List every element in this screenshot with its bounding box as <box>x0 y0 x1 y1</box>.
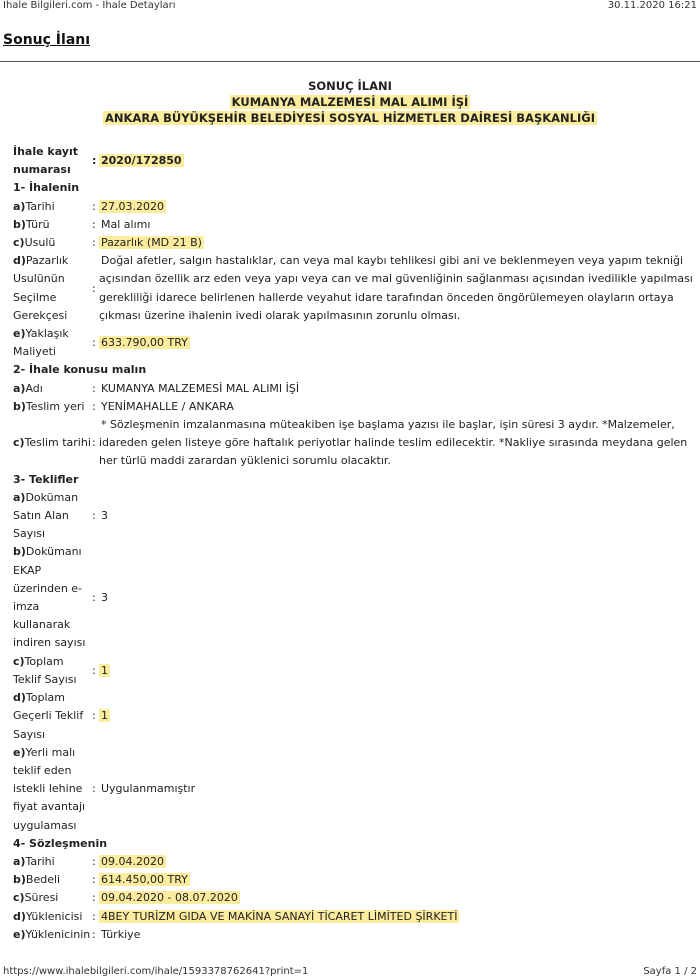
separator: : <box>92 663 96 677</box>
item-letter: b) <box>13 217 26 231</box>
separator: : <box>92 436 96 450</box>
item-letter: c) <box>13 436 25 450</box>
row-pazarlik-gerekcesi <box>13 252 700 325</box>
title-divider <box>0 61 700 62</box>
row-yaklasik-maliyet <box>13 325 700 361</box>
notice-authority: ANKARA BÜYÜKŞEHİR BELEDİYESİ SOSYAL HİZMETLER DAİRESİ BAŞKANLIĞI <box>105 111 595 125</box>
separator: : <box>92 236 96 250</box>
print-footer-url[interactable]: https://www.ihalebilgileri.com/ihale/1593378762641?print=1 <box>3 966 309 977</box>
section-title: 1- İhalenin <box>13 181 80 195</box>
item-letter: a) <box>13 854 26 868</box>
row-label: Türü <box>25 217 50 231</box>
section-teklifler <box>13 471 700 489</box>
row-label: Yüklenicinin <box>25 927 91 941</box>
sozlesme-suresi-value: 09.04.2020 - 08.07.2020 <box>101 891 238 905</box>
item-letter: b) <box>13 399 26 413</box>
toplam-teklif-value: 1 <box>101 663 108 677</box>
separator: : <box>92 873 96 887</box>
teslim-tarihi-value: * Sözleşmenin imzalanmasına müteakiben işe başlama yazısı ile başlar, işin süresi 3 aydır. *Malzemeler, idareden gelen listeye göre haftalık periyotlar halinde teslim edilecektir. *Nakliye sırasında meydana gelen her türlü maddi zarardan yüklenici sorumlu olacaktır. <box>99 418 688 468</box>
pazarlik-gerekcesi-value: Doğal afetler, salgın hastalıklar, can veya mal kaybı tehlikesi gibi ani ve beklenmeyen veya yapım tekniği açısından özellik arz eden veya yapı veya can ve mal güvenliğinin sağlanması açısından ivedilikle yapılması gerekliliği idarece belirlenen hallerde veyahut idare tarafından önceden öngörülemeyen olayların ortaya çıkması üzerine ihalenin ivedi olarak yapılmasının zorunlu olması. <box>99 254 693 322</box>
yaklasik-maliyet-value: 633.790,00 TRY <box>101 336 188 350</box>
separator: : <box>92 281 96 295</box>
item-letter: b) <box>13 873 26 887</box>
item-letter: e) <box>13 327 26 341</box>
gecerli-teklif-value: 1 <box>101 709 108 723</box>
sozlesme-tarihi-value: 09.04.2020 <box>101 854 164 868</box>
section-sozlesmenin <box>13 835 700 853</box>
separator: : <box>92 891 96 905</box>
row-label: Bedeli <box>25 873 61 887</box>
item-letter: d) <box>13 909 26 923</box>
row-label: Süresi <box>24 891 59 905</box>
item-letter: c) <box>13 654 25 668</box>
item-letter: b) <box>13 545 26 559</box>
separator: : <box>92 927 96 941</box>
item-letter: e) <box>13 745 26 759</box>
row-label: Yaklaşık Maliyeti <box>13 327 69 359</box>
row-ekap-indiren <box>13 543 700 652</box>
section-title: 3- Teklifler <box>13 472 79 486</box>
item-letter: c) <box>13 891 25 905</box>
row-sozlesme-tarihi <box>13 853 700 871</box>
section-ihale-konusu <box>13 361 700 379</box>
row-mal-adi <box>13 380 700 398</box>
separator: : <box>92 909 96 923</box>
row-teslim-yeri <box>13 398 700 416</box>
separator: : <box>92 217 96 231</box>
row-label: Tarihi <box>25 199 55 213</box>
row-kayit-numarasi <box>13 143 700 179</box>
item-letter: a) <box>13 490 26 504</box>
teslim-yeri-value: YENİMAHALLE / ANKARA <box>101 399 234 413</box>
item-letter: e) <box>13 927 26 941</box>
notice-heading: SONUÇ İLANI <box>308 79 392 93</box>
row-yuklenici <box>13 908 700 926</box>
ihale-turu-value: Mal alımı <box>101 217 151 231</box>
notice-subject: KUMANYA MALZEMESİ MAL ALIMI İŞİ <box>231 95 469 109</box>
dokuman-satin-alan-value: 3 <box>101 509 108 523</box>
row-label: Usulü <box>24 236 56 250</box>
sozlesme-bedeli-value: 614.450,00 TRY <box>101 873 188 887</box>
section-title: 2- İhale konusu malın <box>13 363 147 377</box>
item-letter: d) <box>13 254 26 268</box>
print-header-site: İhale Bilgileri.com - İhale Detayları <box>3 0 176 11</box>
section-ihalenin <box>13 179 700 197</box>
page-title[interactable]: Sonuç İlanı <box>3 32 91 48</box>
item-letter: d) <box>13 691 26 705</box>
row-label: Adı <box>25 381 43 395</box>
row-yuklenici-uyrugu <box>13 926 700 944</box>
row-label: Yüklenicisi <box>25 909 83 923</box>
row-ihale-turu <box>13 216 700 234</box>
separator: : <box>92 154 97 168</box>
row-teslim-tarihi <box>13 416 700 471</box>
yerli-mali-avantaji-value: Uygulanmamıştır <box>101 782 196 796</box>
mal-adi-value: KUMANYA MALZEMESİ MAL ALIMI İŞİ <box>101 381 300 395</box>
row-label: Yerli malı teklif eden istekli lehine fiyat avantajı uygulaması <box>13 745 86 832</box>
separator: : <box>92 199 96 213</box>
row-toplam-teklif <box>13 653 700 689</box>
separator: : <box>92 590 96 604</box>
section-title: 4- Sözleşmenin <box>13 836 108 850</box>
row-label: Toplam Geçerli Teklif Sayısı <box>13 691 84 741</box>
row-label: İhale kayıt numarası <box>13 145 79 177</box>
ihale-usulu-value: Pazarlık (MD 21 B) <box>101 236 202 250</box>
print-footer-page-number: Sayfa 1 / 2 <box>643 966 697 977</box>
row-label: Toplam Teklif Sayısı <box>13 654 77 686</box>
ihale-tarihi-value: 27.03.2020 <box>101 199 164 213</box>
print-header-datetime: 30.11.2020 16:21 <box>607 0 697 11</box>
separator: : <box>92 782 96 796</box>
tender-details-table <box>13 143 700 944</box>
yuklenici-uyrugu-value: Türkiye <box>101 927 141 941</box>
row-ihale-usulu <box>13 234 700 252</box>
row-label: Teslim tarihi <box>24 436 91 450</box>
row-label: Dokümanı EKAP üzerinden e-imza kullanarak indiren sayısı <box>13 545 86 650</box>
row-sozlesme-bedeli <box>13 871 700 889</box>
separator: : <box>92 709 96 723</box>
row-yerli-mali-avantaji <box>13 744 700 835</box>
row-label: Teslim yeri <box>25 399 85 413</box>
separator: : <box>92 509 96 523</box>
separator: : <box>92 399 96 413</box>
separator: : <box>92 336 96 350</box>
ekap-indiren-value: 3 <box>101 590 108 604</box>
item-letter: a) <box>13 199 26 213</box>
separator: : <box>92 381 96 395</box>
kayit-number-value: 2020/172850 <box>101 154 182 168</box>
yuklenici-value: 4BEY TURİZM GIDA VE MAKİNA SANAYİ TİCARET LİMİTED ŞİRKETİ <box>101 909 458 923</box>
item-letter: c) <box>13 236 25 250</box>
row-gecerli-teklif <box>13 689 700 744</box>
row-label: Tarihi <box>25 854 55 868</box>
row-label: Pazarlık Usulünün Seçilme Gerekçesi <box>13 254 69 322</box>
row-label: Doküman Satın Alan Sayısı <box>13 490 79 541</box>
row-sozlesme-suresi <box>13 889 700 907</box>
row-dokuman-satin-alan <box>13 489 700 544</box>
row-ihale-tarihi <box>13 198 700 216</box>
item-letter: a) <box>13 381 26 395</box>
separator: : <box>92 854 96 868</box>
